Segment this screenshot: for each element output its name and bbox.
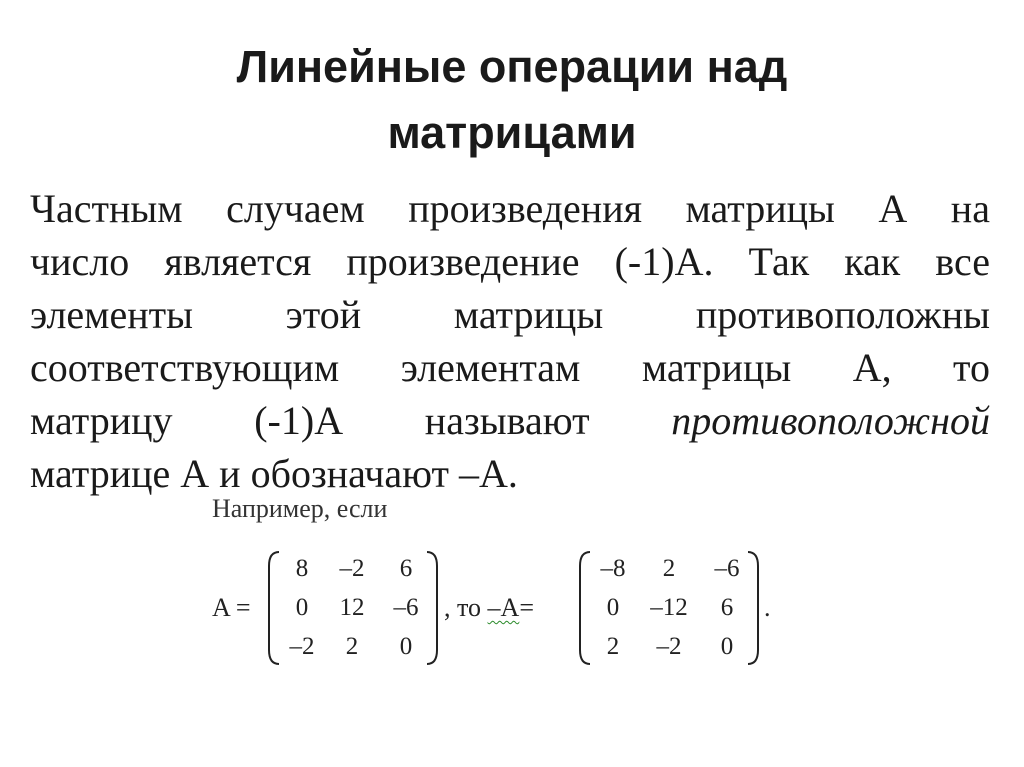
word: Частным [30, 186, 183, 231]
word: матрицу [30, 398, 173, 443]
word: элементы [30, 292, 193, 337]
word: соответствующим [30, 345, 340, 390]
matrix-cell: 2 [345, 633, 359, 660]
word: элементам [400, 345, 581, 390]
example-intro: Например, если [212, 494, 388, 523]
matrix-cell: –6 [714, 555, 740, 582]
matrix-cell: 2 [662, 555, 676, 582]
matrix-cell: –6 [393, 594, 419, 621]
paragraph-line-5 [30, 394, 990, 447]
matrix-cell: –12 [650, 594, 688, 621]
paragraph [30, 182, 990, 500]
paragraph-line-4 [30, 341, 990, 394]
word: произведение [346, 239, 580, 284]
word: называют [424, 398, 590, 443]
equation-connector [444, 548, 534, 668]
word: произведения [408, 186, 643, 231]
word: матрицы [453, 292, 604, 337]
matrix-a [265, 548, 441, 668]
equation-period: . [764, 593, 771, 622]
word: все [935, 239, 990, 284]
italic-term: противоположной [671, 398, 990, 443]
paragraph-line-1 [30, 182, 990, 235]
matrix-cell: –2 [339, 555, 365, 582]
matrix-cell: 8 [295, 555, 309, 582]
matrix-cell: 12 [339, 594, 365, 621]
paragraph-line-3 [30, 288, 990, 341]
matrix-cell: –8 [600, 555, 626, 582]
lhs-neg-a-label: –A [487, 593, 520, 622]
matrix-cell: 0 [295, 594, 309, 621]
matrix-cell: 0 [720, 633, 734, 660]
word: матрицы [685, 186, 835, 231]
word: случаем [226, 186, 365, 231]
word: А [878, 186, 908, 231]
word: на [950, 186, 990, 231]
word: противоположны [695, 292, 990, 337]
matrix-cell: 0 [399, 633, 413, 660]
matrix-cell: 6 [720, 594, 734, 621]
paragraph-line-2 [30, 235, 990, 288]
word: А, [852, 345, 892, 390]
word: то [953, 345, 990, 390]
matrix-cell: 2 [606, 633, 620, 660]
matrix-cell: 0 [606, 594, 620, 621]
equals-sign: = [519, 593, 534, 622]
word: (-1)А [254, 398, 344, 443]
lhs-a-label: A = [212, 593, 251, 622]
paragraph-line-6: матрице А и обозначают –А. [30, 451, 518, 496]
matrix-neg-a [576, 548, 762, 668]
word: число [30, 239, 130, 284]
word: Так [748, 239, 810, 284]
matrix-cell: –2 [656, 633, 682, 660]
word: как [844, 239, 901, 284]
word: (-1)А. [614, 239, 714, 284]
matrix-cell: –2 [289, 633, 315, 660]
word: является [164, 239, 312, 284]
word: матрицы [641, 345, 792, 390]
matrix-cell: 6 [399, 555, 413, 582]
connector-text: , то [444, 593, 482, 622]
word: этой [285, 292, 362, 337]
page-title-line-1: Линейные операции над [236, 41, 788, 92]
page-title-line-2: матрицами [387, 107, 637, 158]
